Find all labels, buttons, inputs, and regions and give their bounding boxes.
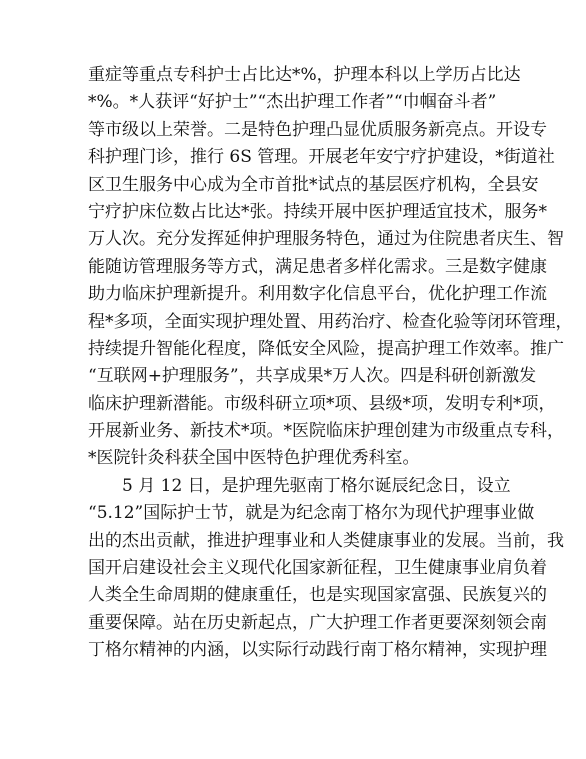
text-line: 程*多项，全面实现护理处置、用药治疗、检查化验等闭环管理， <box>88 311 573 332</box>
text-line: 重症等重点专科护士占比达*%，护理本科以上学历占比达 <box>88 65 521 85</box>
paragraph-nursing-achievements <box>88 62 573 473</box>
text-line: 开展新业务、新技术*项。*医院临床护理创建为市级重点专科， <box>88 421 564 442</box>
text-line: 万人次。充分发挥延伸护理服务特色，通过为住院患者庆生、智 <box>88 229 564 250</box>
text-line: “5.12”国际护士节，就是为纪念南丁格尔为现代护理事业做 <box>88 503 535 524</box>
text-line: 重要保障。站在历史新起点，广大护理工作者更要深刻领会南 <box>88 612 547 633</box>
text-line: 宁疗护床位数占比达*张。持续开展中医护理适宜技术，服务* <box>88 201 547 222</box>
text-line: 等市级以上荣誉。二是特色护理凸显优质服务新亮点。开设专 <box>88 119 547 140</box>
document-body <box>88 62 573 665</box>
text-line: 助力临床护理新提升。利用数字化信息平台，优化护理工作流 <box>88 284 547 305</box>
text-line: 科护理门诊，推行 6S 管理。开展老年安宁疗护建设，*街道社 <box>88 147 555 168</box>
paragraph-nurses-day <box>88 473 564 665</box>
text-line: *医院针灸科获全国中医特色护理优秀科室。 <box>88 448 420 469</box>
text-line: 能随访管理服务等方式，满足患者多样化需求。三是数字健康 <box>88 256 547 277</box>
text-line: 持续提升智能化程度，降低安全风险，提高护理工作效率。推广 <box>88 338 564 359</box>
text-line: 人类全生命周期的健康重任，也是实现国家富强、民族复兴的 <box>88 585 547 606</box>
text-line: *%。*人获评“好护士”“杰出护理工作者”“巾帼奋斗者” <box>88 92 497 113</box>
text-line: “互联网+护理服务”，共享成果*万人次。四是科研创新激发 <box>88 366 537 387</box>
text-line: 出的杰出贡献，推进护理事业和人类健康事业的发展。当前，我 <box>88 530 564 551</box>
text-line: 丁格尔精神的内涵，以实际行动践行南丁格尔精神，实现护理 <box>88 640 547 661</box>
text-line: 国开启建设社会主义现代化国家新征程，卫生健康事业肩负着 <box>88 558 547 579</box>
text-line: 区卫生服务中心成为全市首批*试点的基层医疗机构，全县安 <box>88 174 539 195</box>
text-line: 5 月 12 日，是护理先驱南丁格尔诞辰纪念日，设立 <box>122 475 511 496</box>
text-line: 临床护理新潜能。市级科研立项*项、县级*项，发明专利*项， <box>88 393 556 414</box>
